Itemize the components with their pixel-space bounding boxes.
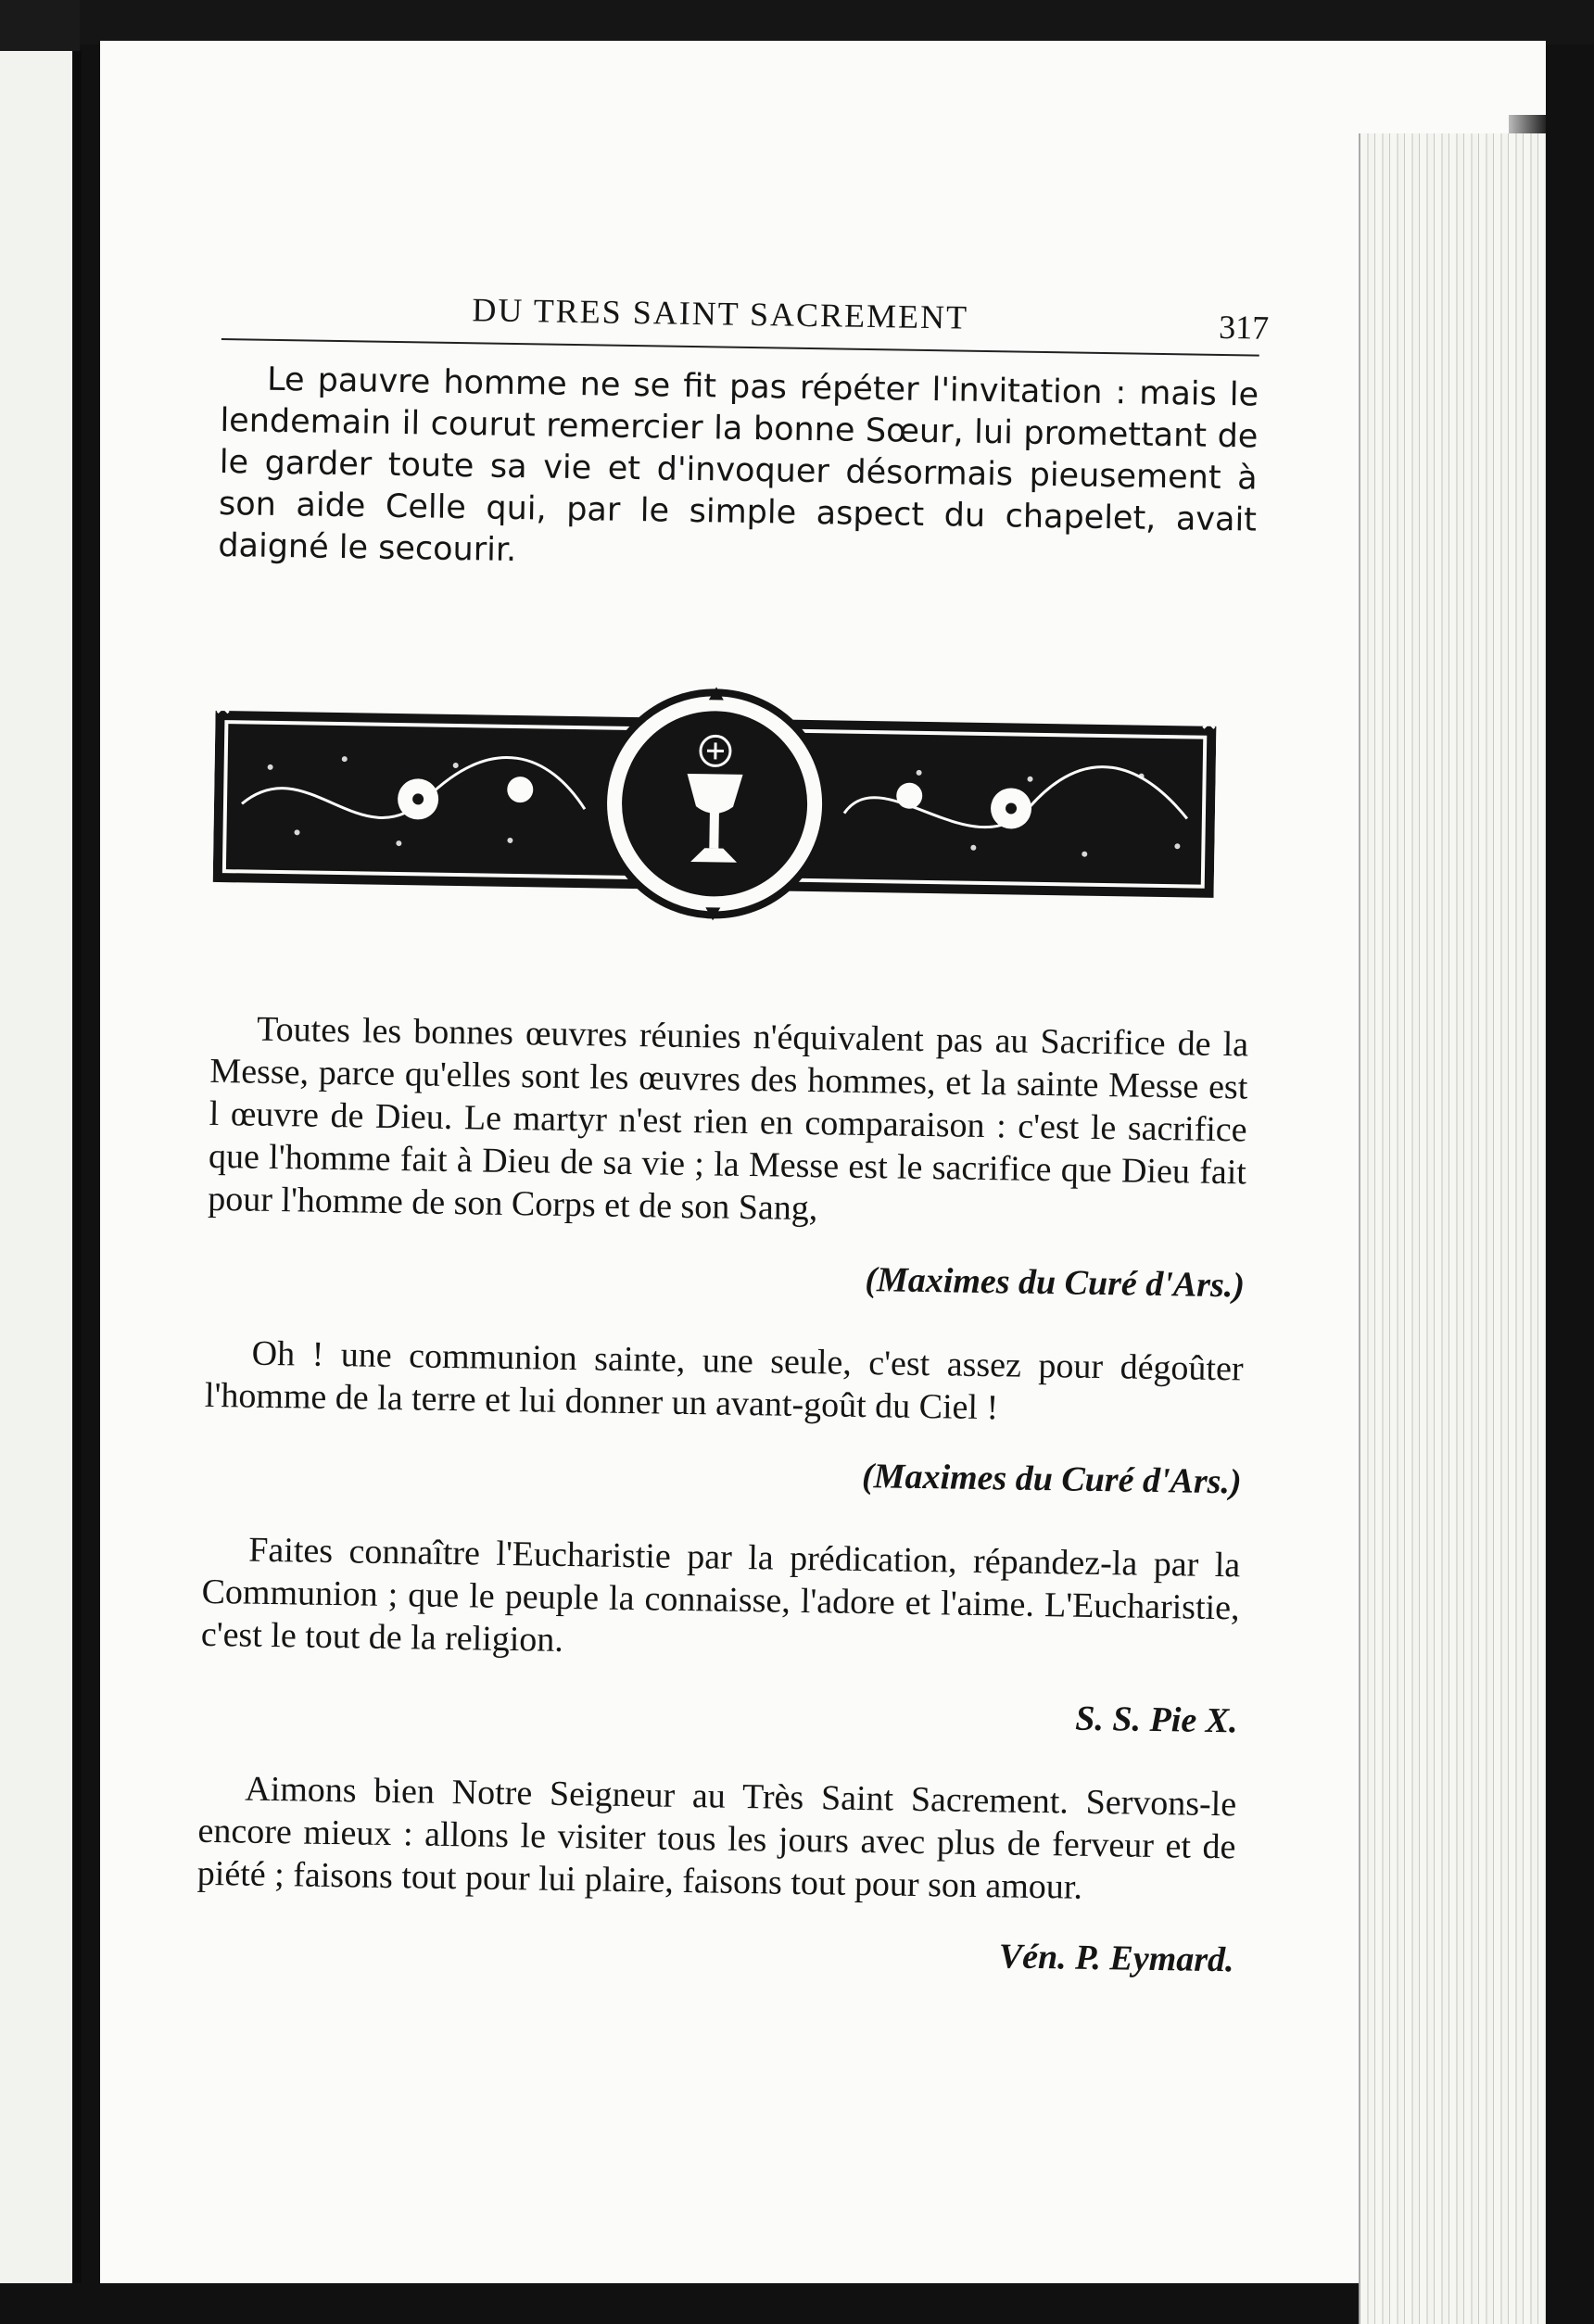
scan-top-border bbox=[0, 0, 1594, 44]
quote-paragraph: Oh ! une communion sainte, une seule, c'est assez pour dégoûter l'homme de la terre et lui donner un avant-goût du Ciel ! bbox=[205, 1332, 1244, 1434]
page-number: 317 bbox=[1219, 308, 1270, 347]
story-paragraph: Le pauvre homme ne se fit pas répéter l'invitation : mais le lendemain il courut remercier la bonne Sœur, lui promettant de le garder toute sa vie et d'invoquer désormais pieusement à son aide Celle qui, par le simple aspect du chapelet, avait daigné le secourir. bbox=[218, 359, 1259, 584]
quote-source-text: (Maximes du Curé d'Ars.) bbox=[865, 1260, 1245, 1305]
quote-source-text: (Maximes du Curé d'Ars.) bbox=[862, 1457, 1242, 1501]
page-stack-edges bbox=[1359, 133, 1546, 2324]
quote-source-text: S. S. Pie X. bbox=[1075, 1699, 1238, 1741]
quote-paragraph: Faites connaître l'Eucharistie par la prédication, répandez-la par la Communion ; que le peuple la connaisse, l'adore et l'aime. L'Eucharistie, c'est le tout de la religion. bbox=[201, 1528, 1241, 1673]
quote-source-text: Vén. P. Eymard. bbox=[999, 1937, 1234, 1979]
page-content bbox=[196, 273, 1260, 1981]
facing-page-edge bbox=[0, 51, 82, 2283]
running-title: DU TRES SAINT SACREMENT bbox=[472, 290, 968, 336]
ornamental-band-chalice bbox=[212, 674, 1217, 930]
quote-paragraph: Aimons bien Notre Seigneur au Très Saint Sacrement. Servons-le encore mieux : allons le visiter tous les jours avec plus de ferveur et de piété ; faisons tout pour lui plaire, faisons tout pour son amour. bbox=[197, 1767, 1237, 1912]
quote-paragraph: Toutes les bonnes œuvres réunies n'équivalent pas au Sacrifice de la Messe, parce qu'elles sont les œuvres des hommes, et la sainte Messe est l œuvre de Dieu. Le martyr n'est rien en comparaison : c'est le sacrifice que l'homme fait à Dieu de sa vie ; la Messe est le sacrifice que Dieu fait pour l'homme de son Corps et de son Sang, bbox=[208, 1007, 1248, 1237]
